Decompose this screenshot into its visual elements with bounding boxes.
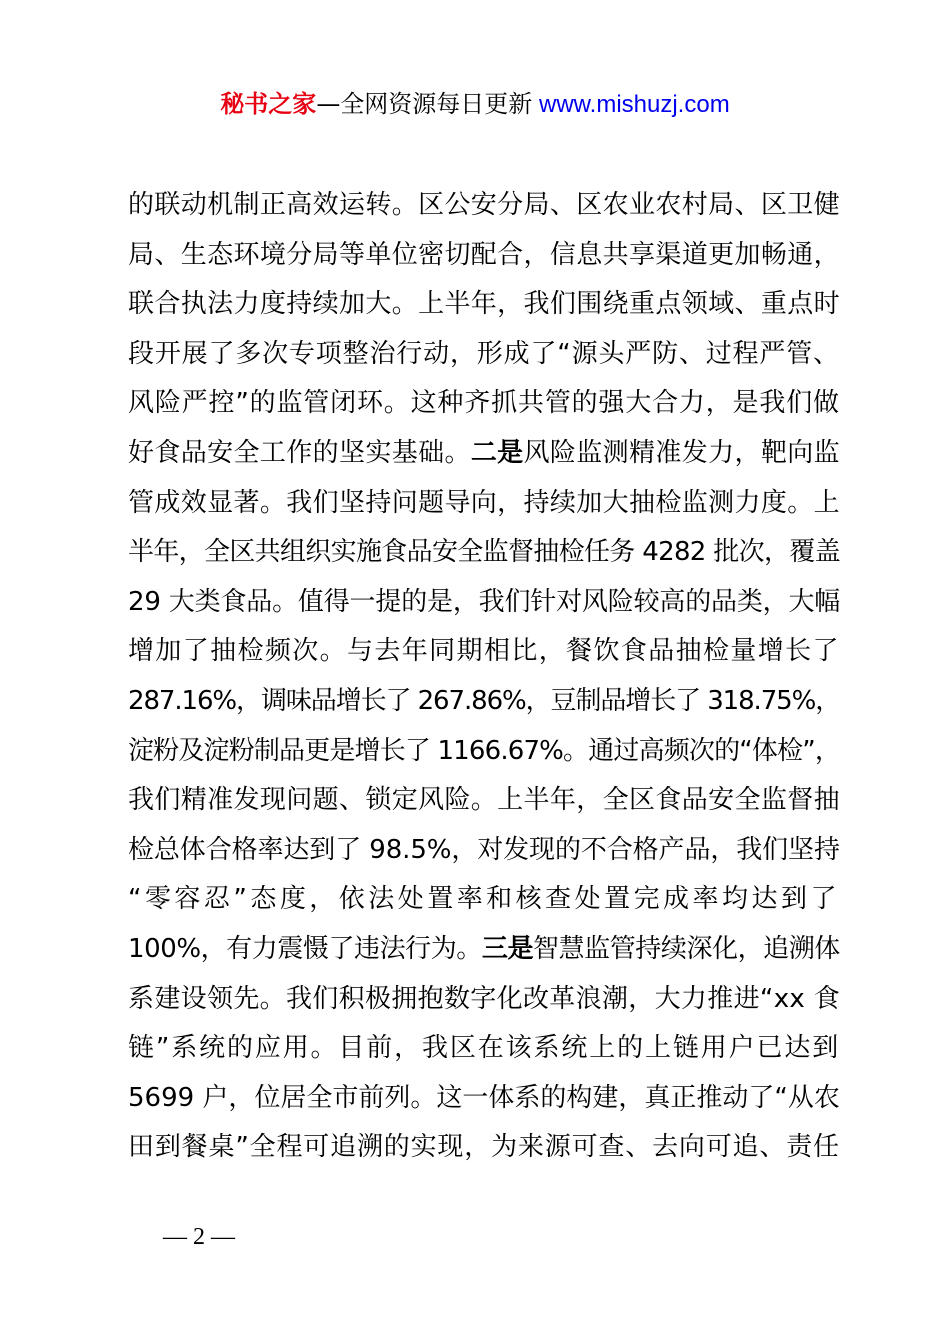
page-number: — 2 — (163, 1224, 235, 1250)
brand-name: 秘书之家 (220, 90, 317, 118)
text-segment: 智慧监管持续深化，追溯体 (533, 933, 840, 964)
text-line: 5699 户，位居全市前列。这一体系的构建，真正推动了“从农 (128, 1082, 840, 1113)
text-segment: 100%，有力震慑了违法行为。 (128, 933, 482, 964)
text-line (128, 925, 840, 975)
bold-keyword: 三是 (481, 933, 534, 964)
text-line: 287.16%，调味品增长了 267.86%，豆制品增长了 318.75%， (128, 685, 841, 716)
site-url-link[interactable]: www.mishuzj.com (532, 91, 730, 118)
text-line: 系建设领先。我们积极拥抱数字化改革浪潮，大力推进“xx 食 (128, 983, 841, 1014)
text-line: 局、生态环境分局等单位密切配合，信息共享渠道更加畅通， (128, 239, 840, 270)
text-line: 田到餐桌”全程可追溯的实现，为来源可查、去向可追、责任 (128, 1132, 840, 1163)
text-line: 风险严控”的监管闭环。这种齐抓共管的强大合力，是我们做 (128, 388, 840, 419)
text-line: 联合执法力度持续加大。上半年，我们围绕重点领域、重点时 (128, 289, 840, 320)
text-line: 链”系统的应用。目前，我区在该系统上的上链用户已达到 (128, 1033, 841, 1064)
header-tagline: —全网资源每日更新 (316, 90, 533, 118)
text-line: 半年，全区共组织实施食品安全监督抽检任务 4282 批次，覆盖 (128, 537, 840, 568)
text-segment: 风险监测精准发力，靶向监 (523, 437, 841, 468)
text-line: 的联动机制正高效运转。区公安分局、区农业农村局、区卫健 (128, 190, 840, 220)
text-line: 段开展了多次专项整治行动，形成了“源头严防、过程严管、 (128, 338, 840, 369)
text-segment: 好食品安全工作的坚实基础。 (128, 437, 471, 468)
text-line: 29 大类食品。值得一提的是，我们针对风险较高的品类，大幅 (128, 586, 841, 617)
text-line: 淀粉及淀粉制品更是增长了 1166.67%。通过高频次的“体检”， (128, 735, 841, 766)
text-line: 检总体合格率达到了 98.5%，对发现的不合格产品，我们坚持 (128, 834, 840, 865)
text-line: 我们精准发现问题、锁定风险。上半年，全区食品安全监督抽 (128, 785, 840, 816)
text-line (128, 429, 840, 479)
text-line: “零容忍”态度，依法处置率和核查处置完成率均达到了 (128, 884, 840, 915)
page-header (0, 86, 950, 123)
text-line: 增加了抽检频次。与去年同期相比，餐饮食品抽检量增长了 (128, 636, 840, 667)
text-line: 管成效显著。我们坚持问题导向，持续加大抽检监测力度。上 (128, 487, 840, 518)
body-text (128, 181, 840, 1173)
bold-keyword: 二是 (470, 437, 524, 468)
